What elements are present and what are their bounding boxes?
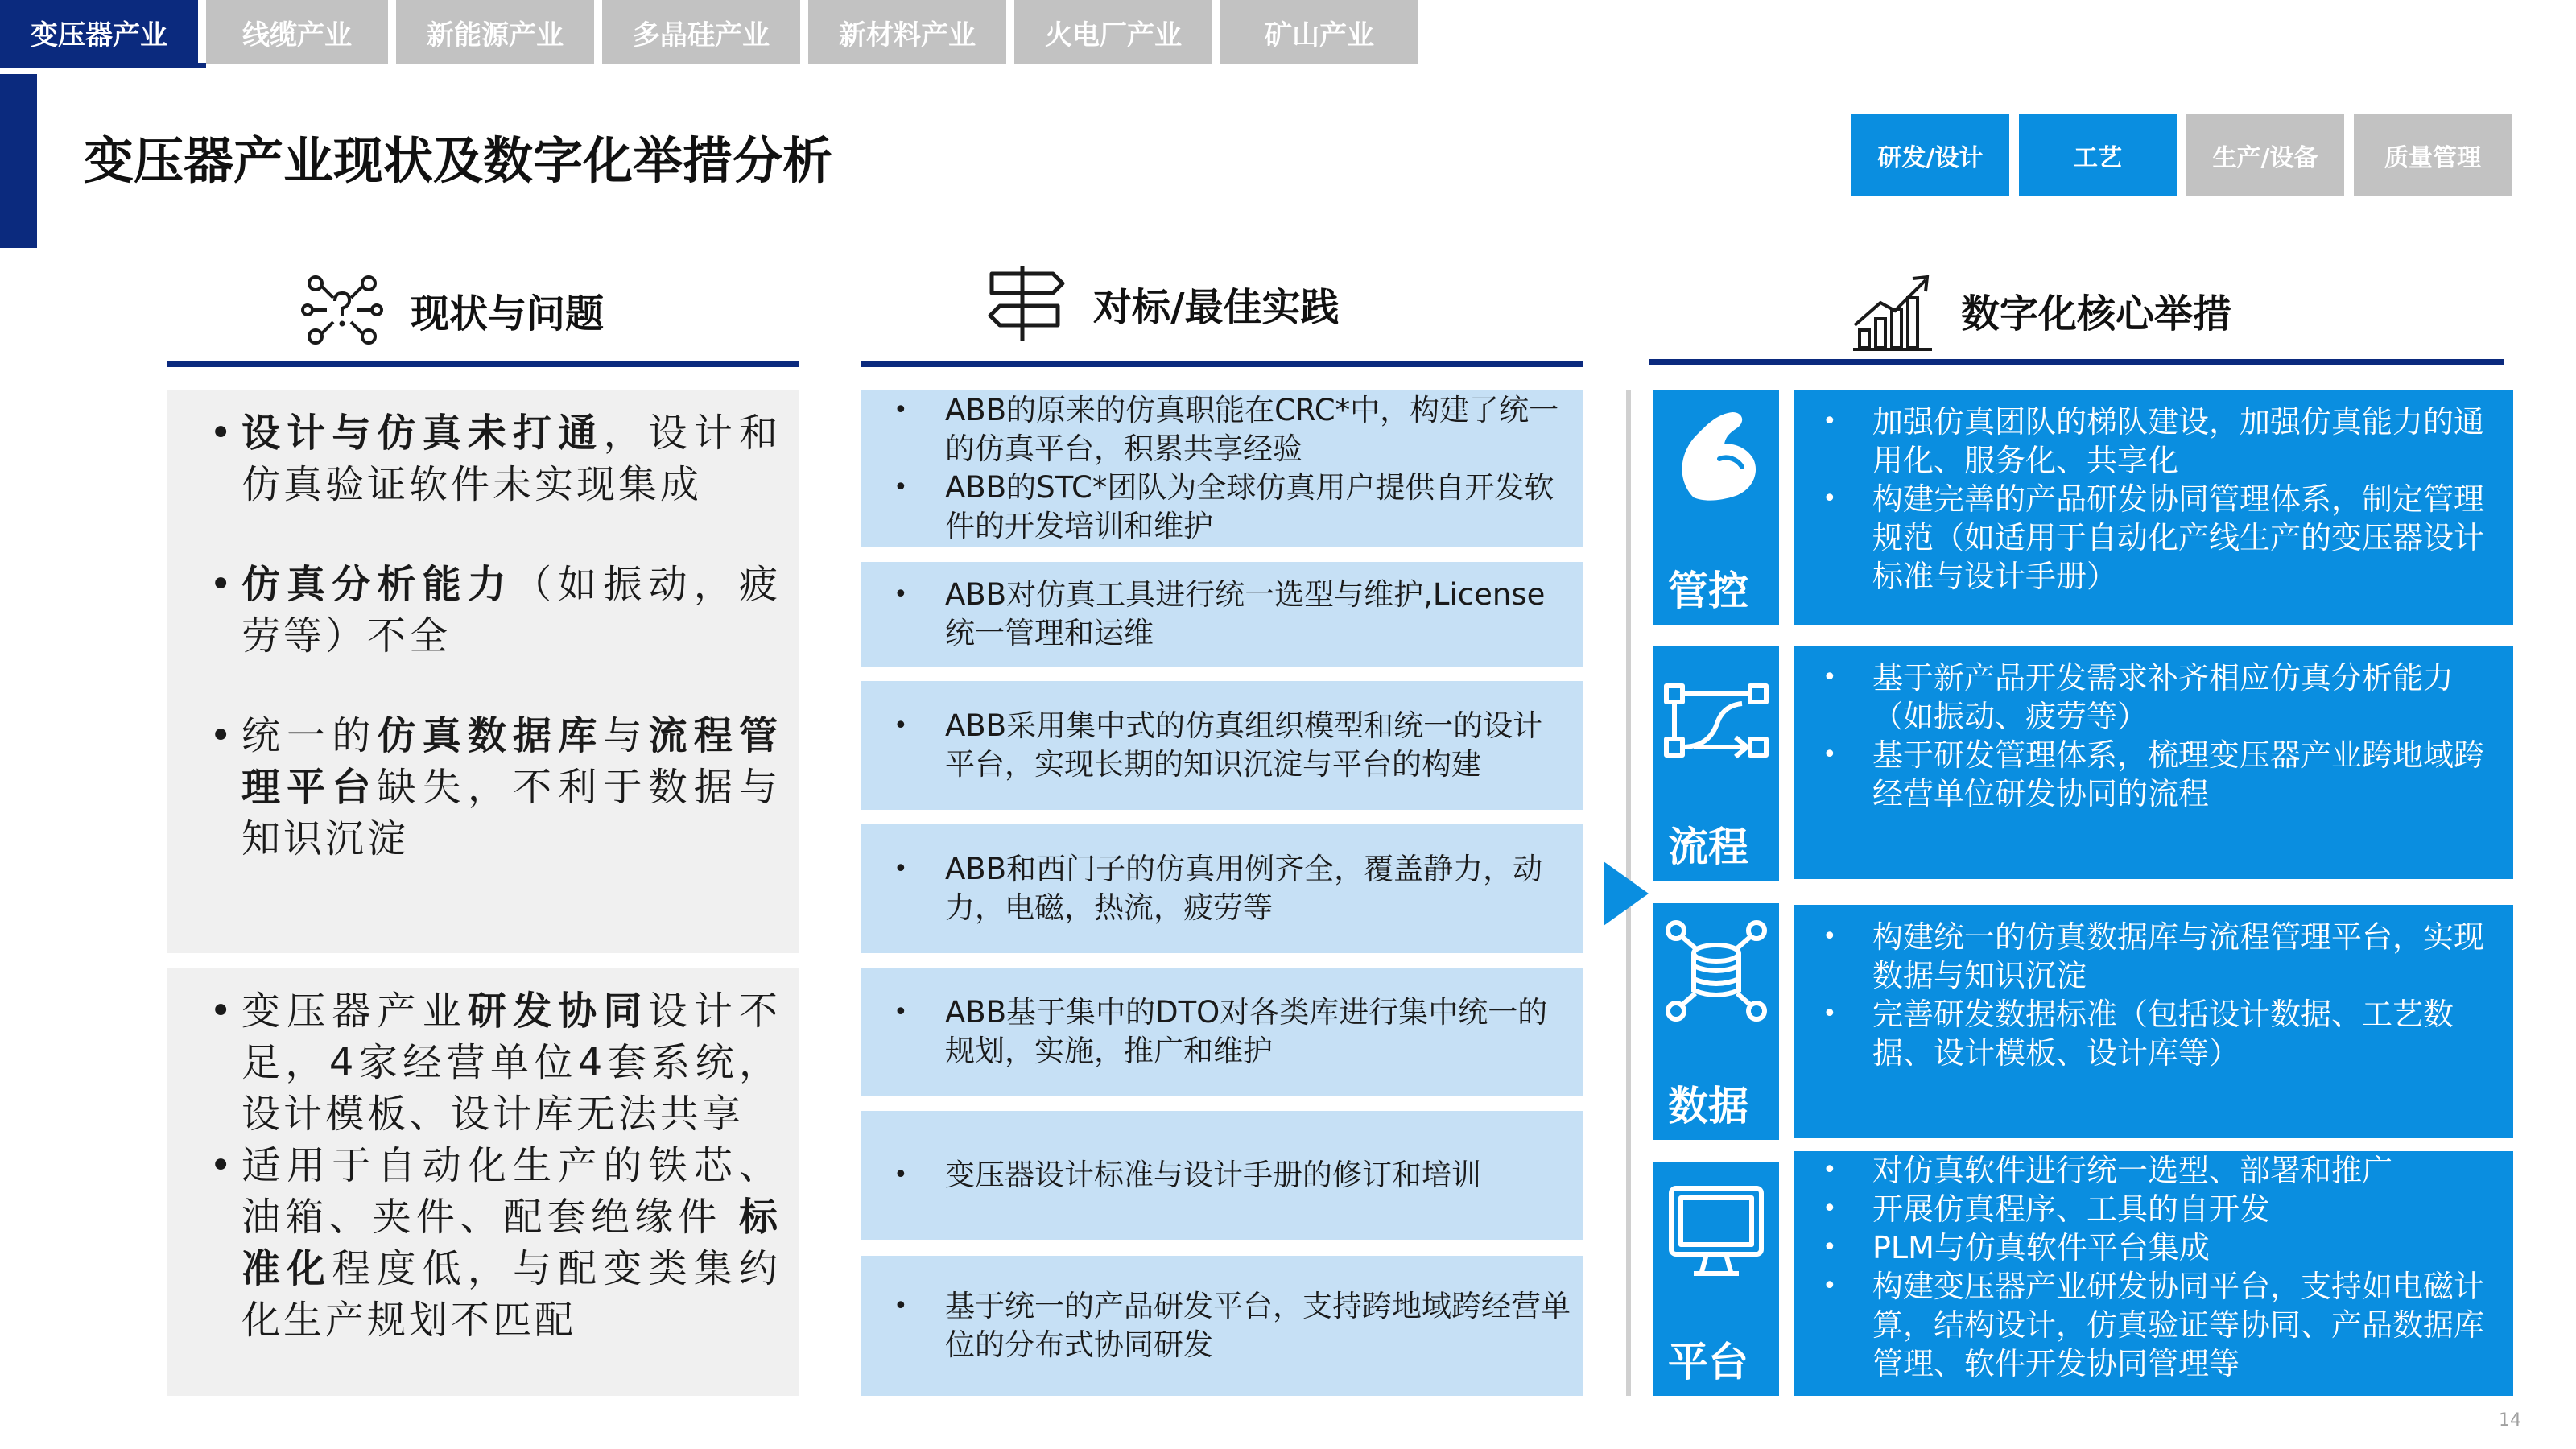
measure-category-label: 流程 (1668, 824, 1748, 870)
measure-box (1794, 905, 2513, 1138)
benchmark-item (877, 1287, 1571, 1364)
measure-category-1 (1653, 390, 1779, 625)
benchmark-heading: 对标/最佳实践 (1093, 284, 1340, 330)
bullet-mark: • (209, 411, 236, 456)
measures-heading: 数字化核心举措 (1961, 291, 2232, 336)
tab-rd-design[interactable]: 研发/设计 (1852, 114, 2009, 196)
status-text: 统一的 (242, 713, 378, 758)
benchmark-item (877, 993, 1571, 1071)
benchmark-box (861, 681, 1583, 810)
measure-box (1794, 646, 2513, 879)
benchmark-item-text: 变压器设计标准与设计手册的修订和培训 (945, 1158, 1481, 1192)
benchmark-item-text: ABB采用集中式的仿真组织模型和统一的设计平台，实现长期的知识沉淀与平台的构建 (945, 708, 1543, 782)
database-network-icon (1662, 916, 1771, 1026)
measure-item (1802, 658, 2502, 736)
measure-item (1802, 736, 2502, 813)
status-emphasis: 研发协同 (467, 989, 649, 1034)
bullet-mark: • (209, 989, 236, 1034)
measure-item (1802, 1228, 2502, 1267)
status-emphasis: 仿真数据库 (377, 713, 604, 758)
status-text: 变压器产业 (242, 989, 468, 1034)
status-header (298, 266, 604, 354)
benchmark-item-text: ABB基于集中的DTO对各类库进行集中统一的规划，实施，推广和维护 (945, 995, 1548, 1068)
benchmark-item (877, 707, 1571, 784)
benchmark-box (861, 968, 1583, 1096)
benchmark-item-text: ABB的STC*团队为全球仿真用户提供自开发软件的开发培训和维护 (945, 470, 1554, 543)
title-accent-bar (0, 74, 37, 248)
growth-chart-icon (1848, 266, 1937, 354)
benchmark-item-text: ABB的原来的仿真职能在CRC*中，构建了统一的仿真平台，积累共享经验 (945, 393, 1559, 466)
status-text: 程度低，与配变类集约化生产规划不匹配 (242, 1246, 781, 1343)
status-text: ，设计和仿真验证软件未实现集成 (242, 411, 781, 507)
status-text: 设计不足，4家经营单位4套系统，设计模板、设计库无法共享 (242, 989, 781, 1137)
bullet-mark: • (209, 1143, 236, 1188)
status-item (185, 407, 781, 510)
bullet-mark: • (894, 1292, 908, 1320)
flow-process-icon (1662, 658, 1771, 768)
status-emphasis: 仿真分析能力 (242, 562, 514, 607)
status-text: 与 (603, 713, 649, 758)
bullet-mark: • (1823, 407, 1837, 436)
bullet-mark: • (209, 562, 236, 607)
measure-item (1802, 918, 2502, 995)
measure-box (1794, 1151, 2513, 1396)
benchmark-box (861, 824, 1583, 953)
bullet-mark: • (894, 580, 908, 609)
signpost-icon (980, 259, 1069, 348)
status-item (185, 1140, 781, 1346)
measure-item (1802, 1267, 2502, 1383)
status-item-text (242, 407, 781, 510)
measure-category-label: 管控 (1668, 568, 1748, 614)
benchmark-item (877, 576, 1571, 653)
tab-quality-management[interactable]: 质量管理 (2354, 114, 2512, 196)
bullet-mark: • (894, 712, 908, 740)
benchmark-item-text: 基于统一的产品研发平台，支持跨地域跨经营单位的分布式协同研发 (945, 1289, 1571, 1362)
measure-item-text: 构建统一的仿真数据库与流程管理平台，实现数据与知识沉淀 (1872, 919, 2485, 993)
status-item-text (242, 985, 781, 1140)
measure-category-label: 平台 (1668, 1339, 1748, 1385)
bullet-mark: • (1823, 663, 1837, 691)
status-item (185, 710, 781, 865)
page-title: 变压器产业现状及数字化举措分析 (84, 131, 833, 190)
status-box-simulation (167, 390, 799, 953)
measure-item-text: 开展仿真程序、工具的自开发 (1872, 1191, 2271, 1227)
measure-item-text: 构建变压器产业研发协同平台，支持如电磁计算，结构设计，仿真验证等协同、产品数据库管理、软件开发协同管理等 (1872, 1269, 2485, 1381)
tab-new-materials[interactable]: 新材料产业 (808, 0, 1006, 64)
tab-cable[interactable]: 线缆产业 (206, 0, 388, 64)
measure-item (1802, 402, 2502, 480)
status-text: 适用于自动化生产的铁芯、油箱、夹件、配套绝缘件 (242, 1143, 781, 1240)
status-item-text (242, 559, 781, 662)
measure-item-text: 完善研发数据标准（包括设计数据、工艺数据、设计模板、设计库等） (1872, 997, 2454, 1071)
measure-item-text: 基于研发管理体系，梳理变压器产业跨地域跨经营单位研发协同的流程 (1872, 737, 2485, 811)
benchmark-box (861, 390, 1583, 547)
bullet-mark: • (894, 998, 908, 1026)
bullet-mark: • (1823, 923, 1837, 951)
right-arrow-icon (1604, 861, 1649, 926)
bullet-mark: • (894, 473, 908, 502)
status-item-text (242, 1140, 781, 1346)
tab-mining[interactable]: 矿山产业 (1220, 0, 1418, 64)
benchmark-item-text: ABB和西门子的仿真用例齐全，覆盖静力，动力，电磁，热流，疲劳等 (945, 852, 1543, 925)
status-emphasis: 标准化 (242, 1195, 781, 1291)
benchmark-box (861, 1111, 1583, 1240)
status-box-collaboration (167, 968, 799, 1396)
measure-item (1802, 1190, 2502, 1228)
network-question-icon (298, 266, 386, 354)
monitor-icon (1662, 1175, 1771, 1285)
tab-polysilicon[interactable]: 多晶硅产业 (602, 0, 800, 64)
tab-production-equipment[interactable]: 生产/设备 (2186, 114, 2344, 196)
bullet-mark: • (1823, 741, 1837, 769)
measure-item-text: PLM与仿真软件平台集成 (1872, 1230, 2210, 1265)
benchmark-item (877, 469, 1571, 546)
measure-item-text: 构建完善的产品研发协同管理体系，制定管理规范（如适用于自动化产线生产的变压器设计标准与设计手册） (1872, 481, 2485, 594)
active-tab-underline (0, 63, 206, 68)
status-item-text (242, 710, 781, 865)
bullet-mark: • (1823, 1272, 1837, 1300)
bullet-mark: • (894, 855, 908, 883)
benchmark-box (861, 562, 1583, 667)
muscle-arm-icon (1662, 402, 1771, 512)
measures-header-rule (1649, 359, 2504, 365)
status-item (185, 985, 781, 1140)
bullet-mark: • (894, 1161, 908, 1189)
measure-category-4 (1653, 1162, 1779, 1396)
measure-category-2 (1653, 646, 1779, 881)
benchmark-item (877, 391, 1571, 469)
status-text: 缺失，不利于数据与知识沉淀 (242, 765, 781, 861)
bullet-mark: • (1823, 485, 1837, 513)
measure-box (1794, 390, 2513, 625)
page-number: 14 (2499, 1410, 2521, 1430)
bullet-mark: • (1823, 1195, 1837, 1223)
benchmark-item-text: ABB对仿真工具进行统一选型与维护,License统一管理和运维 (945, 577, 1546, 650)
bullet-mark: • (894, 396, 908, 424)
bullet-mark: • (1823, 1233, 1837, 1261)
measures-header (1848, 266, 2231, 354)
measure-item (1802, 995, 2502, 1072)
status-header-rule (167, 361, 799, 367)
industry-tab-bar (0, 0, 1426, 64)
benchmark-box (861, 1256, 1583, 1396)
measure-item-text: 基于新产品开发需求补齐相应仿真分析能力（如振动、疲劳等） (1872, 660, 2454, 734)
phase-tab-bar (1852, 114, 2521, 196)
measure-item-text: 对仿真软件进行统一选型、部署和推广 (1872, 1153, 2393, 1188)
tab-thermal-power[interactable]: 火电厂产业 (1014, 0, 1212, 64)
benchmark-item (877, 1156, 1571, 1195)
tab-transformer[interactable]: 变压器产业 (0, 0, 198, 64)
bullet-mark: • (209, 713, 236, 758)
measure-item (1802, 1151, 2502, 1190)
status-emphasis: 流程管理平台 (242, 713, 781, 810)
measure-item (1802, 480, 2502, 596)
benchmark-header (980, 259, 1340, 348)
measure-category-3 (1653, 903, 1779, 1140)
status-text: （如振动，疲劳等）不全 (242, 562, 781, 658)
tab-new-energy[interactable]: 新能源产业 (396, 0, 594, 64)
status-heading: 现状与问题 (411, 291, 605, 336)
benchmark-item (877, 850, 1571, 927)
measure-item-text: 加强仿真团队的梯队建设，加强仿真能力的通用化、服务化、共享化 (1872, 404, 2485, 478)
tab-process[interactable]: 工艺 (2019, 114, 2177, 196)
status-emphasis: 设计与仿真未打通 (242, 411, 604, 456)
bullet-mark: • (1823, 1000, 1837, 1028)
benchmark-header-rule (861, 361, 1583, 367)
status-item (185, 559, 781, 662)
bullet-mark: • (1823, 1156, 1837, 1184)
measure-category-label: 数据 (1668, 1083, 1748, 1129)
